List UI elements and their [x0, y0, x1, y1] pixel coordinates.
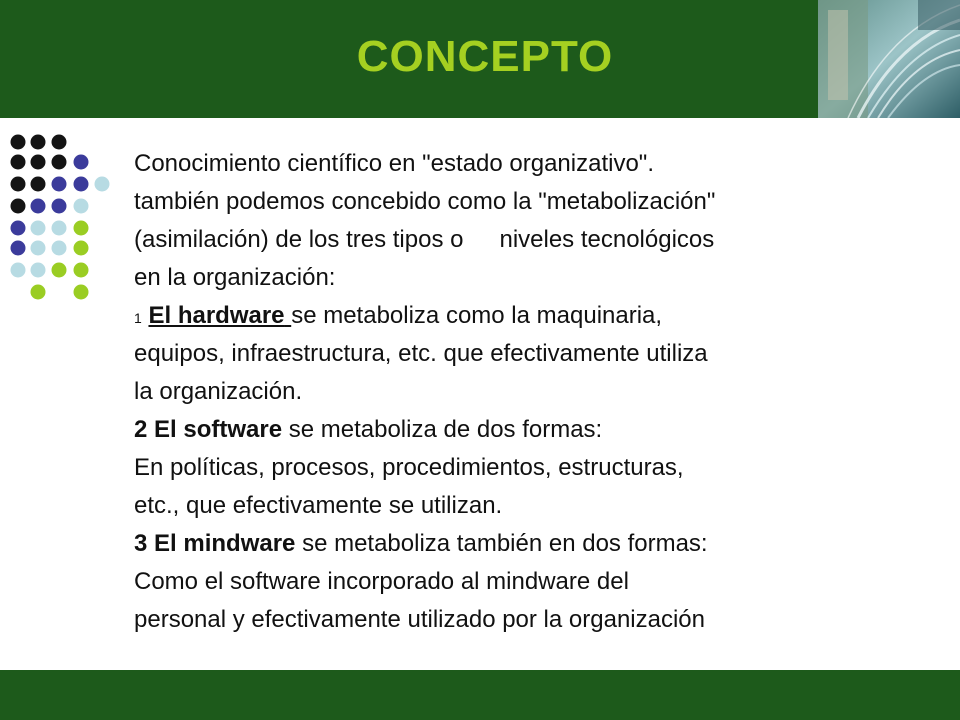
item-2-text-2: En políticas, procesos, procedimientos, estructuras,: [134, 454, 684, 481]
item-1-text-1: se metaboliza como la maquinaria,: [291, 302, 663, 329]
intro-text-3b: niveles tecnológicos: [499, 226, 715, 253]
item-3-text-1: se metaboliza también en dos formas:: [302, 530, 708, 557]
item-3-label: 3 El mindware: [134, 530, 296, 557]
decor-dot: [52, 177, 67, 192]
decor-dot: [74, 155, 89, 170]
decor-dot: [74, 199, 89, 214]
decor-dot: [11, 221, 26, 236]
item-2-line-3: [134, 487, 914, 525]
intro-text-4: en la organización:: [134, 264, 336, 291]
intro-text-3a: (asimilación) de los tres tipos o: [134, 226, 464, 253]
item-2-text-3: etc., que efectivamente se utilizan.: [134, 492, 503, 519]
intro-line-2: [134, 183, 914, 221]
intro-text-2: también podemos concebido como la "metabolización": [134, 188, 716, 215]
intro-line-3: [134, 221, 914, 259]
item-3-line-2: [134, 563, 914, 601]
decor-dot: [11, 177, 26, 192]
item-1-line-3: [134, 373, 914, 411]
item-3-text-3: personal y efectivamente utilizado por la organización: [134, 606, 705, 633]
decor-dot: [52, 199, 67, 214]
decor-dot: [74, 263, 89, 278]
item-1-line-2: [134, 335, 914, 373]
decor-dot: [31, 199, 46, 214]
decor-dot: [11, 155, 26, 170]
decor-dot: [74, 221, 89, 236]
decor-dot: [95, 177, 110, 192]
item-1-label: El hardware: [148, 302, 285, 329]
intro-line-1: [134, 145, 914, 183]
decor-dot: [31, 263, 46, 278]
decor-dot: [11, 199, 26, 214]
item-2-line-2: [134, 449, 914, 487]
item-2-text-1: se metaboliza de dos formas:: [288, 416, 603, 443]
item-3-text-2: Como el software incorporado al mindware del: [134, 568, 629, 595]
decor-dot: [52, 263, 67, 278]
dot-grid-decoration: [0, 0, 130, 310]
decor-dot: [31, 241, 46, 256]
decor-dot: [11, 135, 26, 150]
decor-dot: [31, 155, 46, 170]
decor-dot: [52, 155, 67, 170]
item-1-text-3: la organización.: [134, 378, 303, 405]
fiber-optic-photo: [818, 0, 960, 118]
item-3-line-3: [134, 601, 914, 639]
intro-text-1: Conocimiento científico en "estado organizativo".: [134, 150, 654, 177]
decor-dot: [74, 285, 89, 300]
decor-dot: [11, 241, 26, 256]
item-3-line-1: [134, 525, 914, 563]
intro-line-4: [134, 259, 914, 297]
decor-dot: [31, 135, 46, 150]
footer-bar: [0, 670, 960, 720]
item-2-line-1: [134, 411, 914, 449]
item-1-number: 1: [134, 310, 142, 326]
decor-dot: [31, 177, 46, 192]
decor-dot: [52, 135, 67, 150]
decor-dot: [74, 241, 89, 256]
item-1-line-1: [134, 297, 914, 335]
body-text: [134, 145, 914, 639]
slide-title: CONCEPTO: [356, 32, 614, 81]
item-1-text-2: equipos, infraestructura, etc. que efectivamente utiliza: [134, 340, 708, 367]
item-2-label: 2 El software: [134, 416, 283, 443]
decor-dot: [11, 263, 26, 278]
decor-dot: [74, 177, 89, 192]
decor-dot: [31, 221, 46, 236]
decor-dot: [52, 241, 67, 256]
decor-dot: [31, 285, 46, 300]
decor-dot: [52, 221, 67, 236]
